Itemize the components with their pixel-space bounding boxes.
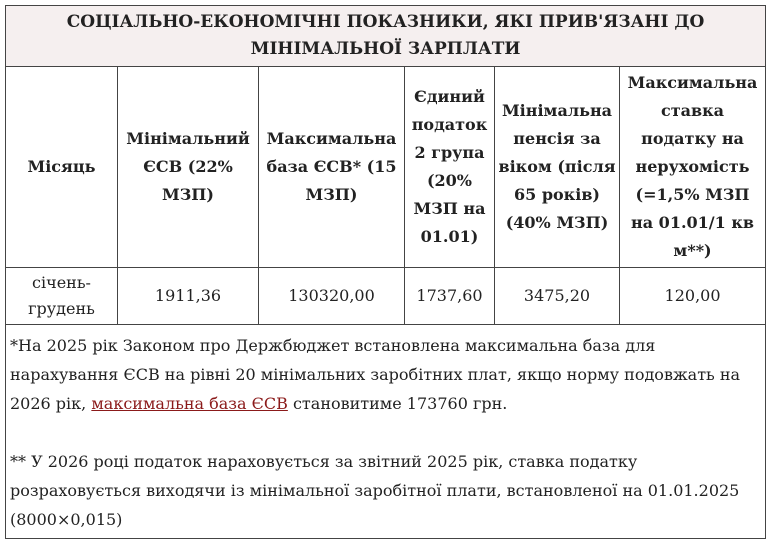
header-single-tax: Єдиний податок 2 група (20% МЗП на 01.01)	[405, 67, 495, 268]
footnote-1: *На 2025 рік Законом про Держбюджет встановлена максимальна база для нарахування ЄСВ на рівні 20 мінімальних заробітних плат, якщо норму подовжать на 2026 рік, максимальна база ЄСВ становитиме 173760 грн.	[10, 336, 741, 413]
cell-single-tax: 1737,60	[405, 268, 495, 325]
cell-property-tax: 120,00	[620, 268, 766, 325]
header-min-pension: Мінімальна пенсія за віком (після 65 років) (40% МЗП)	[495, 67, 620, 268]
header-property-tax: Максимальна ставка податку на нерухомість (=1,5% МЗП на 01.01/1 кв м**)	[620, 67, 766, 268]
cell-month: січень-грудень	[6, 268, 118, 325]
header-month: Місяць	[6, 67, 118, 268]
header-min-esv: Мінімальний ЄСВ (22% МЗП)	[118, 67, 259, 268]
footnote-2: ** У 2026 році податок нараховується за звітний 2025 рік, ставка податку розраховується виходячи із мінімальної заробітної плати, встановленої на 01.01.2025 (8000×0,015)	[10, 452, 740, 529]
cell-min-pension: 3475,20	[495, 268, 620, 325]
table-title: СОЦІАЛЬНО-ЕКОНОМІЧНІ ПОКАЗНИКИ, ЯКІ ПРИВ'ЯЗАНІ ДО МІНІМАЛЬНОЇ ЗАРПЛАТИ	[6, 6, 766, 67]
cell-min-esv: 1911,36	[118, 268, 259, 325]
header-max-esv-base: Максимальна база ЄСВ* (15 МЗП)	[259, 67, 405, 268]
notes-cell	[6, 325, 766, 539]
max-esv-base-link[interactable]: максимальна база ЄСВ	[91, 394, 288, 413]
cell-max-esv-base: 130320,00	[259, 268, 405, 325]
indicators-table	[5, 5, 766, 539]
table-row	[6, 268, 766, 325]
